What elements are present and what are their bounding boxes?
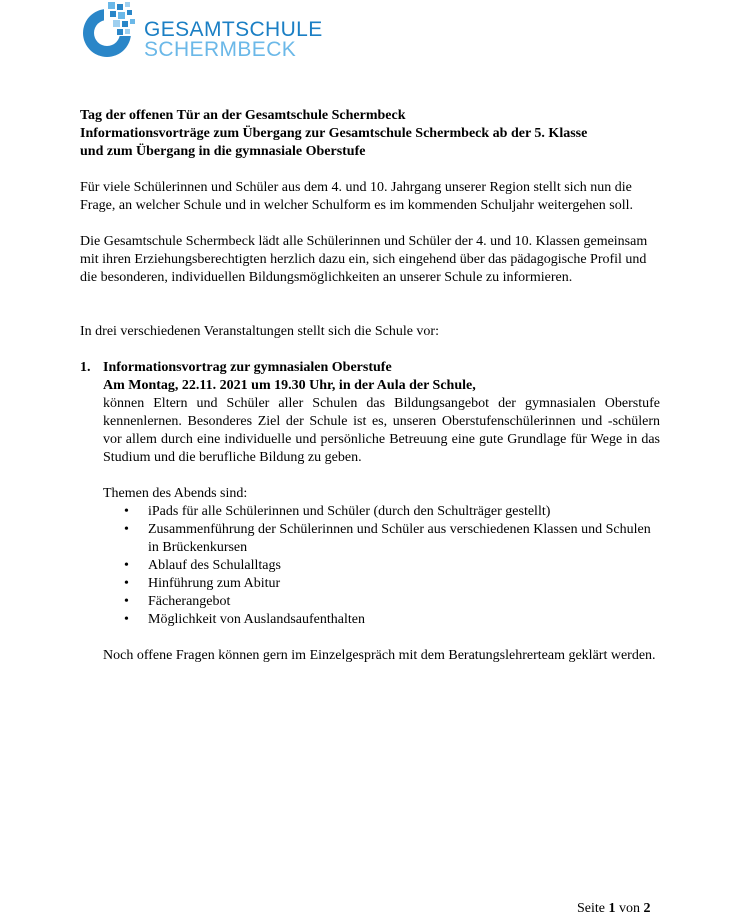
list-item: • Hinführung zum Abitur xyxy=(124,575,660,593)
page-number-prefix: Seite xyxy=(577,901,605,916)
document-body xyxy=(80,107,660,665)
logo-text-line2: SCHERMBECK xyxy=(144,38,297,61)
list-item: • iPads für alle Schülerinnen und Schüler (durch den Schulträger gestellt) xyxy=(124,503,660,521)
event-1-number: 1. xyxy=(80,360,91,375)
page-number-total: 2 xyxy=(643,901,651,916)
event-1-title: Informationsvortrag zur gymnasialen Oberstufe xyxy=(103,360,392,375)
school-logo xyxy=(80,0,323,62)
intro-paragraph: Für viele Schülerinnen und Schüler aus dem 4. und 10. Jahrgang unserer Region stellt sich nun die Frage, an welcher Schule und in welcher Schulform es im kommenden Schuljahr weitergehen soll. xyxy=(80,180,633,213)
page-number xyxy=(577,901,651,917)
page-number-separator: von xyxy=(619,901,640,916)
events-intro: In drei verschiedenen Veranstaltungen stellt sich die Schule vor: xyxy=(80,324,439,339)
list-item: • Zusammenführung der Schülerinnen und Schüler aus verschiedenen Klassen und Schulen in Brückenkursen xyxy=(124,521,660,557)
list-item: • Ablauf des Schulalltags xyxy=(124,557,660,575)
invitation-paragraph: Die Gesamtschule Schermbeck lädt alle Schülerinnen und Schüler der 4. und 10. Klassen gemeinsam mit ihren Erziehungsberechtigten herzlich dazu ein, sich eingehend über das pädagogische Profil und die besonderen, individuellen Bildungsmöglichkeiten an unserer Schule zu informieren. xyxy=(80,234,648,285)
list-item: • Möglichkeit von Auslandsaufenthalten xyxy=(124,611,660,629)
event-1-date: Am Montag, 22.11. 2021 um 19.30 Uhr, in der Aula der Schule, xyxy=(103,378,476,393)
school-logo-icon xyxy=(80,0,142,62)
list-item: • Fächerangebot xyxy=(124,593,660,611)
document-subtitle-line2: und zum Übergang in die gymnasiale Oberstufe xyxy=(80,144,366,159)
logo-text-line1: GESAMTSCHULE xyxy=(144,18,323,41)
topics-list xyxy=(103,503,660,629)
event-1 xyxy=(80,359,660,665)
closing-paragraph: Noch offene Fragen können gern im Einzelgespräch mit dem Beratungslehrerteam geklärt werden. xyxy=(103,648,656,663)
topics-intro: Themen des Abends sind: xyxy=(103,486,248,501)
event-1-description: können Eltern und Schüler aller Schulen das Bildungsangebot der gymnasialen Oberstufe kennenlernen. Besonderes Ziel der Schule ist es, unseren Oberstufenschülerinnen und -schülern vor allem durch eine individuelle und persönliche Betreuung eine gute Grundlage für Wege in das Studium und die berufliche Bildung zu geben. xyxy=(103,396,660,465)
document-title: Tag der offenen Tür an der Gesamtschule Schermbeck xyxy=(80,108,406,123)
document-subtitle-line1: Informationsvorträge zum Übergang zur Gesamtschule Schermbeck ab der 5. Klasse xyxy=(80,126,588,141)
page-number-current: 1 xyxy=(608,901,616,916)
